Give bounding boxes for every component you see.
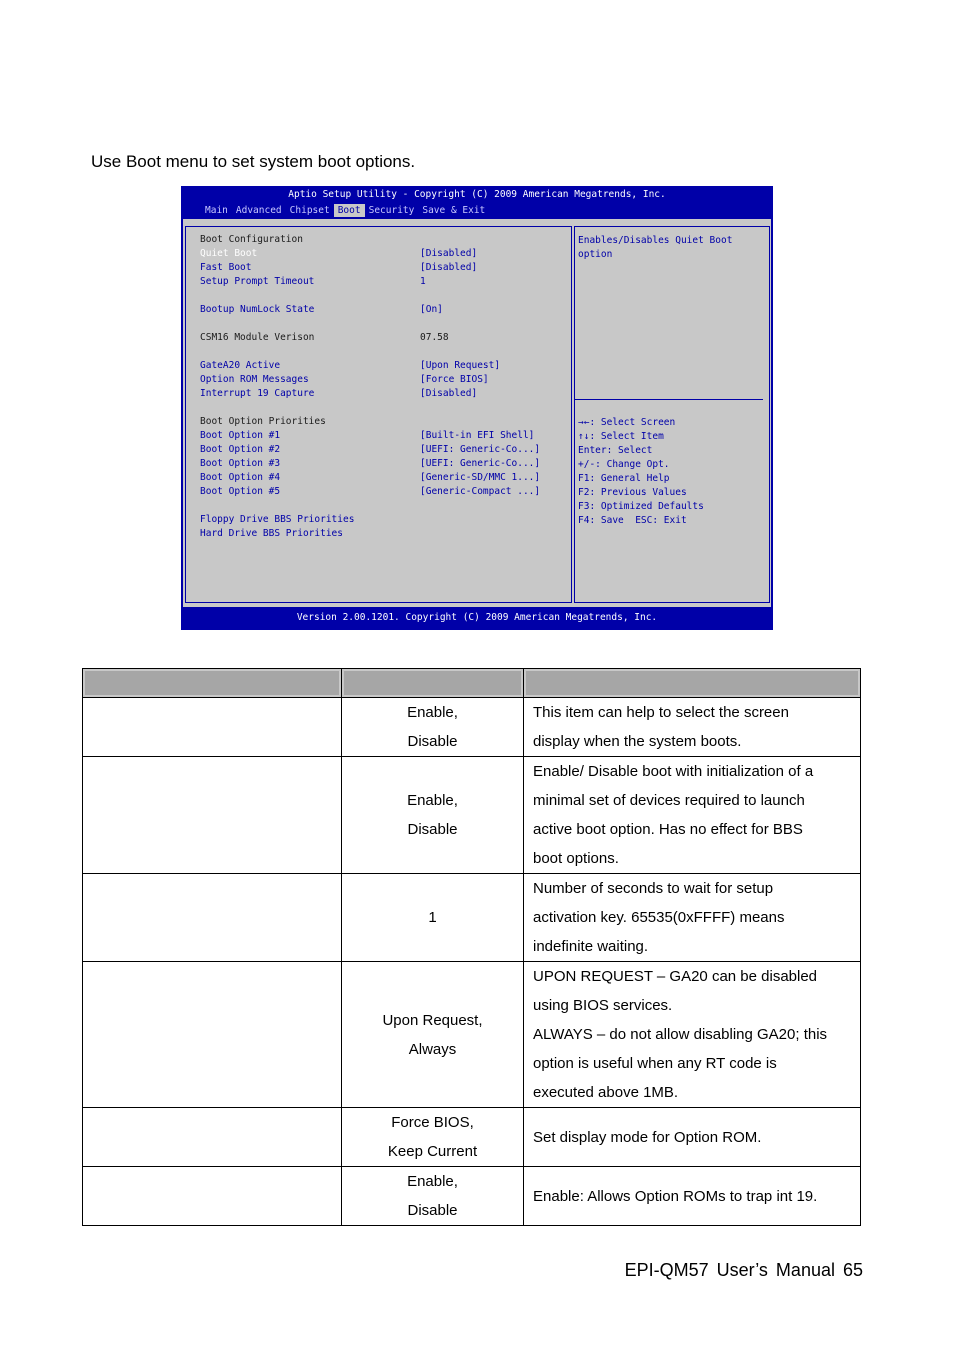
description-line: display when the system boots. bbox=[533, 733, 742, 750]
bios-help-text: Enables/Disables Quiet Boot option bbox=[578, 235, 739, 260]
bios-panel bbox=[183, 219, 771, 607]
bios-item-value: 07.58 bbox=[420, 332, 449, 343]
description-line: Enable: Allows Option ROMs to trap int 19. bbox=[533, 1187, 818, 1205]
bios-item-value: 1 bbox=[420, 276, 426, 287]
table-header-row bbox=[83, 669, 861, 698]
description-cell bbox=[524, 1108, 861, 1167]
option-value: Enable, bbox=[407, 792, 458, 809]
bios-item-value: [Generic-SD/MMC 1...] bbox=[420, 472, 541, 483]
description-cell bbox=[524, 874, 861, 962]
bios-key-hint: Enter: Select bbox=[578, 445, 653, 456]
bios-item-label: Boot Option #4 bbox=[200, 472, 281, 483]
bios-item-label: GateA20 Active bbox=[200, 360, 281, 371]
option-value: Always bbox=[408, 1040, 457, 1058]
description-line: using BIOS services. bbox=[533, 997, 673, 1014]
option-value: Disable bbox=[407, 821, 458, 838]
bios-item-label: Bootup NumLock State bbox=[200, 304, 315, 315]
header-item bbox=[83, 669, 342, 698]
option-value: 1 bbox=[428, 909, 437, 926]
option-value: Enable, bbox=[407, 704, 458, 721]
description-line: active boot option. Has no effect for BBS bbox=[533, 821, 803, 838]
item-cell bbox=[83, 874, 342, 962]
bios-item-label: Boot Option #1 bbox=[200, 430, 281, 441]
bios-item-label: CSM16 Module Verison bbox=[200, 332, 315, 343]
description-line: executed above 1MB. bbox=[533, 1084, 679, 1101]
description-line: UPON REQUEST – GA20 can be disabled bbox=[533, 968, 818, 985]
description-line: activation key. 65535(0xFFFF) means bbox=[533, 909, 785, 926]
header-options bbox=[342, 669, 524, 698]
table-row bbox=[83, 962, 861, 1108]
option-value: Disable bbox=[407, 1202, 458, 1219]
bios-item-label: Hard Drive BBS Priorities bbox=[200, 528, 343, 539]
description-cell bbox=[524, 698, 861, 757]
description-cell bbox=[524, 757, 861, 874]
bios-tab-security[interactable]: Security bbox=[368, 205, 415, 216]
bios-item-label: Setup Prompt Timeout bbox=[200, 276, 315, 287]
description-cell bbox=[524, 1167, 861, 1226]
table-row bbox=[83, 698, 861, 757]
bios-key-hint: F4: Save ESC: Exit bbox=[578, 515, 687, 526]
bios-item-label: Boot Option #3 bbox=[200, 458, 281, 469]
item-cell bbox=[83, 1167, 342, 1226]
options-cell bbox=[342, 1167, 524, 1226]
bios-item-label: Boot Option #2 bbox=[200, 444, 281, 455]
table-row bbox=[83, 1167, 861, 1226]
bios-item-value: [Generic-Compact ...] bbox=[420, 486, 541, 497]
boot-options-table bbox=[82, 668, 861, 1226]
bios-screenshot bbox=[181, 186, 773, 630]
bios-tab-chipset[interactable]: Chipset bbox=[289, 205, 330, 216]
header-description bbox=[524, 669, 861, 698]
description-line: option is useful when any RT code is bbox=[533, 1055, 777, 1072]
bios-tab-save-exit[interactable]: Save & Exit bbox=[422, 205, 486, 216]
option-value: Force BIOS, bbox=[391, 1114, 474, 1131]
description-line: Number of seconds to wait for setup bbox=[533, 880, 774, 897]
bios-tab-main[interactable]: Main bbox=[205, 205, 228, 216]
table-row bbox=[83, 757, 861, 874]
description-line: ALWAYS – do not allow disabling GA20; this bbox=[533, 1026, 828, 1043]
bios-key-hint: →←: Select Screen bbox=[578, 417, 676, 428]
description-line: minimal set of devices required to launch bbox=[533, 792, 805, 809]
bios-tab-advanced[interactable]: Advanced bbox=[235, 205, 282, 216]
options-cell bbox=[342, 757, 524, 874]
bios-item-value: [Built-in EFI Shell] bbox=[420, 430, 535, 441]
bios-item-label: Boot Option Priorities bbox=[200, 416, 326, 427]
bios-key-hint: +/-: Change Opt. bbox=[578, 459, 670, 470]
option-value: Upon Request, bbox=[382, 1011, 483, 1029]
item-cell bbox=[83, 698, 342, 757]
bios-help-divider bbox=[575, 399, 763, 400]
description-cell bbox=[524, 962, 861, 1108]
bios-item-value: [Force BIOS] bbox=[420, 374, 489, 385]
table-row bbox=[83, 874, 861, 962]
intro-text: Use Boot menu to set system boot options. bbox=[91, 152, 416, 171]
bios-item-value: [UEFI: Generic-Co...] bbox=[420, 444, 541, 455]
bios-item-value: [Disabled] bbox=[420, 262, 478, 273]
bios-tab-bar bbox=[201, 204, 489, 217]
bios-item-label: Boot Configuration bbox=[200, 234, 303, 245]
bios-item-value: [Disabled] bbox=[420, 248, 478, 259]
page-footer: EPI-QM57 User’s Manual 65 bbox=[624, 1260, 863, 1280]
description-line: This item can help to select the screen bbox=[533, 704, 789, 721]
option-value: Enable, bbox=[407, 1173, 458, 1190]
description-line: Set display mode for Option ROM. bbox=[533, 1128, 762, 1146]
item-cell bbox=[83, 1108, 342, 1167]
bios-footer: Version 2.00.1201. Copyright (C) 2009 American Megatrends, Inc. bbox=[296, 612, 658, 623]
options-cell bbox=[342, 698, 524, 757]
description-line: indefinite waiting. bbox=[533, 938, 649, 955]
option-value: Disable bbox=[407, 733, 458, 750]
bios-item-label: Floppy Drive BBS Priorities bbox=[200, 514, 355, 525]
options-cell bbox=[342, 1108, 524, 1167]
bios-item-value: [Disabled] bbox=[420, 388, 478, 399]
item-cell bbox=[83, 757, 342, 874]
description-line: Enable/ Disable boot with initialization of a bbox=[533, 763, 814, 780]
options-cell bbox=[342, 874, 524, 962]
bios-key-legend bbox=[578, 416, 704, 528]
bios-key-hint: F1: General Help bbox=[578, 473, 670, 484]
bios-key-hint: F3: Optimized Defaults bbox=[578, 501, 704, 512]
bios-item-value: [Upon Request] bbox=[420, 360, 501, 371]
bios-item-label: Option ROM Messages bbox=[200, 374, 309, 385]
bios-title: Aptio Setup Utility - Copyright (C) 2009 American Megatrends, Inc. bbox=[288, 189, 666, 200]
bios-item-label: Fast Boot bbox=[200, 262, 252, 273]
bios-tab-boot[interactable]: Boot bbox=[334, 204, 365, 217]
bios-settings-list bbox=[185, 226, 572, 603]
bios-item-label: Boot Option #5 bbox=[200, 486, 281, 497]
bios-key-hint: ↑↓: Select Item bbox=[578, 431, 664, 442]
bios-item-label: Interrupt 19 Capture bbox=[200, 388, 315, 399]
options-cell bbox=[342, 962, 524, 1108]
item-cell bbox=[83, 962, 342, 1108]
option-value: Keep Current bbox=[387, 1143, 478, 1160]
bios-item-value: [On] bbox=[420, 304, 443, 315]
bios-help-pane bbox=[574, 226, 770, 603]
bios-item-label: Quiet Boot bbox=[200, 248, 258, 259]
description-line: boot options. bbox=[533, 850, 619, 867]
bios-item-value: [UEFI: Generic-Co...] bbox=[420, 458, 541, 469]
table-row bbox=[83, 1108, 861, 1167]
bios-key-hint: F2: Previous Values bbox=[578, 487, 687, 498]
